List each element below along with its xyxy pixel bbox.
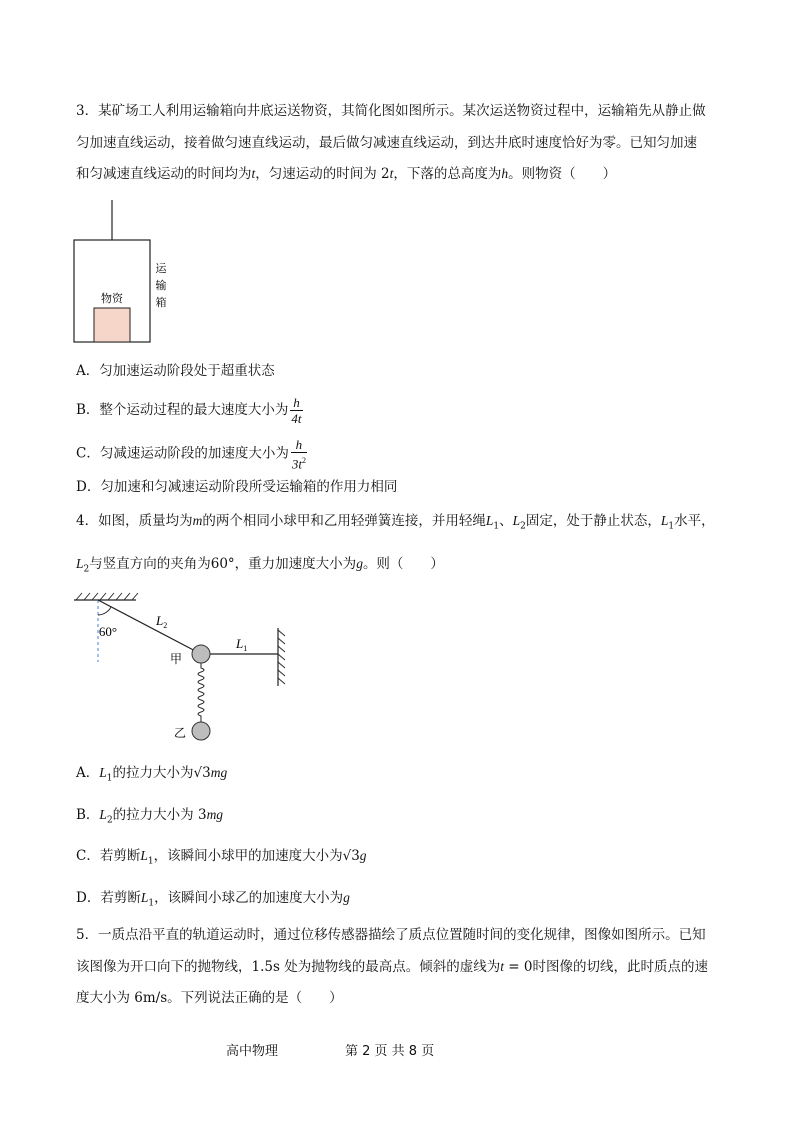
spring [198, 663, 204, 722]
ball-yi-label: 乙 [173, 726, 186, 740]
q5-line-1: 5．一质点沿平直的轨道运动时，通过位移传感器描绘了质点位置随时间的变化规律，图像如图所示。已知 [76, 927, 706, 943]
rope-l2-label: $L_2$ [156, 613, 168, 630]
wall-hatch [278, 630, 285, 684]
q3-option-a: A．匀加速运动阶段处于超重状态 [76, 363, 275, 379]
ball-yi [192, 722, 210, 740]
q4-option-c: C．若剪断$L_1$，该瞬间小球甲的加速度大小为√3g [76, 848, 367, 867]
box-label-char-3: 箱 [155, 296, 167, 309]
q4-balls-spring-figure [70, 588, 300, 748]
cargo-block [94, 308, 130, 342]
q3-transport-box-figure [70, 198, 180, 348]
angle-label: 60° [98, 624, 118, 639]
q4-line-2: $L_2$与竖直方向的夹角为60°，重力加速度大小为g。则（ ） [76, 556, 444, 575]
cargo-label: 物资 [101, 292, 123, 305]
q4-option-d: D．若剪断$L_1$，该瞬间小球乙的加速度大小为g [76, 890, 350, 909]
rope-l1-label: $L_1$ [236, 636, 248, 653]
q3-line-2: 匀加速直线运动，接着做匀速直线运动，最后做匀减速直线运动，到达井底时速度恰好为零。已知匀加速 [76, 135, 697, 151]
ball-jia-label: 甲 [169, 652, 182, 666]
box-label-char-2: 输 [155, 279, 167, 292]
q4-option-b: B．$L_2$的拉力大小为 3mg [76, 807, 224, 826]
q4-option-a: A．$L_1$的拉力大小为√3mg [76, 765, 228, 784]
fraction: $\frac{h}{4t}$ [291, 395, 302, 426]
q3-line-1: 3．某矿场工人利用运输箱向井底运送物资，其简化图如图所示。某次运送物资过程中，运输箱先从静止做 [76, 103, 706, 119]
q4-line-1: 4．如图，质量均为m的两个相同小球甲和乙用轻弹簧连接，并用轻绳$L_1$、$L_2$固定，处于静止状态，$L_1$水平， [76, 513, 715, 532]
footer-page-number: 第 2 页 共 8 页 [345, 1044, 435, 1059]
q5-line-3: 度大小为 6m/s。下列说法正确的是（ ） [76, 990, 343, 1006]
q3-option-c: C．匀减速运动阶段的加速度大小为 $\frac{h}{3t^2}$ [76, 437, 306, 472]
footer-subject: 高中物理 [226, 1044, 279, 1059]
angle-arc [98, 607, 111, 615]
ceiling-hatch [76, 593, 138, 600]
ball-jia [192, 645, 210, 663]
q3-option-d: D．匀加速和匀减速运动阶段所受运输箱的作用力相同 [76, 479, 398, 495]
box-label-char-1: 运 [155, 262, 167, 275]
q5-line-2: 该图像为开口向下的抛物线，1.5s 处为抛物线的最高点。倾斜的虚线为t = 0时图像的切线，此时质点的速 [76, 959, 708, 975]
q3-option-b: B．整个运动过程的最大速度大小为 $\frac{h}{4t}$ [76, 395, 302, 426]
fraction: $\frac{h}{3t^2}$ [291, 437, 306, 472]
q3-line-3: 和匀减速直线运动的时间均为t，匀速运动的时间为 2t，下落的总高度为h。则物资（ ） [76, 166, 617, 182]
